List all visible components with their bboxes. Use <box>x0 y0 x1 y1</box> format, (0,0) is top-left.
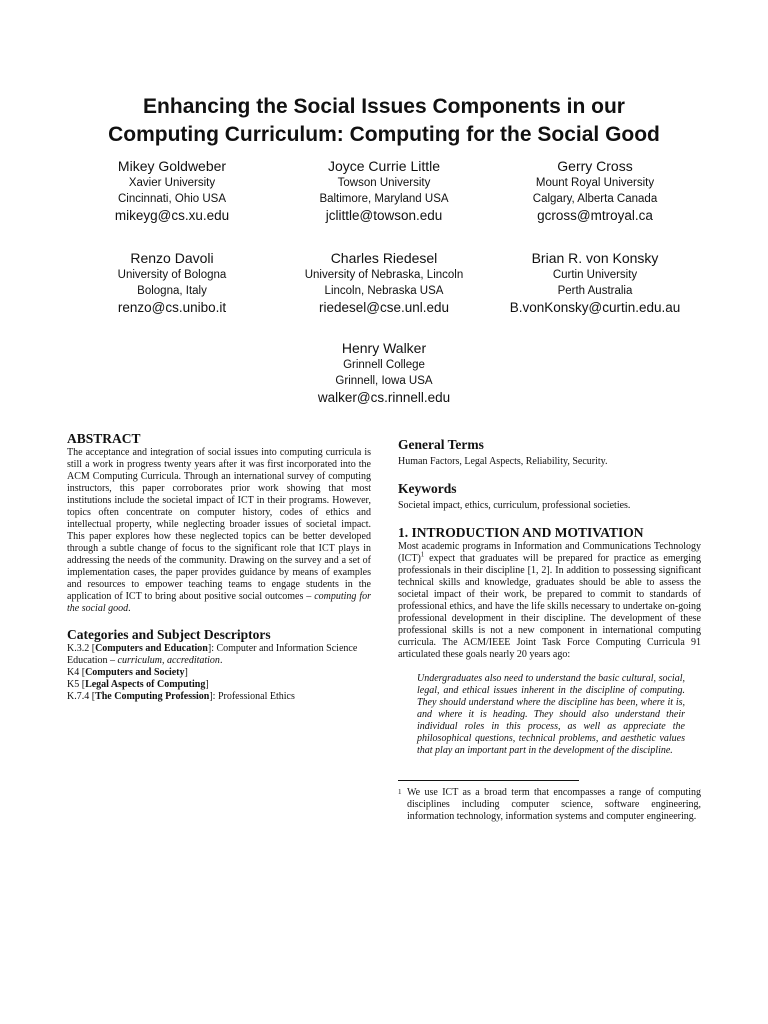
author-email: riedesel@cse.unl.edu <box>318 300 450 315</box>
block-quote: Undergraduates also need to understand the basic cultural, social, legal, and ethical issues inherent in the discipline of computing. They should understand where the discipline has been, where it is, and where it is heading. They should also understand their individual roles in this process, as well as appreciate the philosophical questions, technical problems, and aesthetic values that play an important part in the development of the discipline. <box>417 673 685 756</box>
category-bold: The Computing Profession <box>95 691 210 702</box>
author-name: Joyce Currie Little <box>327 158 441 174</box>
author-block <box>467 249 723 317</box>
footnote-text: We use ICT as a broad term that encompasses a range of computing disciplines including computer science, software engineering, information technology, information systems and computer engineering. <box>407 787 701 822</box>
author-email: walker@cs.rinnell.edu <box>317 390 451 405</box>
author-block <box>467 157 723 225</box>
author-location: Perth Australia <box>557 284 633 297</box>
author-email: jclittle@towson.edu <box>325 208 443 223</box>
category-bold: Legal Aspects of Computing <box>85 679 206 690</box>
category-rest: ]: Professional Ethics <box>209 691 295 702</box>
left-column <box>67 431 371 703</box>
category-rest: ]: Computer and Information Science Education – <box>67 643 358 666</box>
category-item <box>67 679 371 691</box>
author-affiliation: Xavier University <box>128 177 216 189</box>
author-location: Bologna, Italy <box>137 284 207 297</box>
introduction-heading: 1. INTRODUCTION AND MOTIVATION <box>398 525 644 540</box>
category-bold: Computers and Society <box>85 667 185 678</box>
categories-heading: Categories and Subject Descriptors <box>67 627 271 642</box>
abstract-heading: ABSTRACT <box>67 431 141 446</box>
category-item <box>67 643 371 667</box>
right-column <box>398 437 701 823</box>
author-name: Brian R. von Konsky <box>531 250 659 266</box>
author-block <box>256 339 512 407</box>
abstract-period: . <box>128 603 131 614</box>
introduction-text <box>398 541 701 661</box>
footnote-divider <box>398 780 579 781</box>
author-name: Mikey Goldweber <box>117 158 227 174</box>
footnote-mark: 1 <box>398 788 402 796</box>
author-location: Grinnell, Iowa USA <box>335 374 433 387</box>
author-name: Renzo Davoli <box>130 250 214 266</box>
category-rest: ] <box>184 667 188 678</box>
author-affiliation: University of Nebraska, Lincoln <box>304 269 464 281</box>
author-affiliation: Towson University <box>337 177 431 189</box>
author-email: B.vonKonsky@curtin.edu.au <box>509 300 681 315</box>
abstract-italic: computing for the social good <box>67 591 372 614</box>
footnote <box>398 787 701 823</box>
author-name: Gerry Cross <box>557 158 633 174</box>
paper-title <box>0 93 768 149</box>
author-location: Calgary, Alberta Canada <box>532 192 658 205</box>
author-affiliation: Mount Royal University <box>535 177 655 189</box>
category-end: . <box>219 655 223 666</box>
category-italic: curriculum, accreditation <box>117 655 220 666</box>
category-rest: ] <box>205 679 209 690</box>
introduction-body-rest: expect that graduates will be prepared for practice as emerging professionals in their discipline [1, 2]. In addition to possessing significant technical skills and knowledge, graduates should be able to assess the societal impact of their work, be prepared to commit to standards of professional ethics, and have the life skills necessary to undertake on-going professional development in their discipline. The development of these professional skills is not a new component in international computing curricula. The ACM/IEEE Joint Task Force Computing Curricula 91 articulated these goals nearly 20 years ago: <box>398 553 701 660</box>
introduction-body-start: Most academic programs in Information and Communications Technology (ICT) <box>398 541 701 564</box>
abstract-body: The acceptance and integration of social issues into computing curricula is still a work in progress twenty years after it was first incorporated into the ACM Computing Curricula. Through an international survey of computing instructors, this paper corroborates prior work showing that most institutions include the societal impact of ICT in their programs. However, topics often concentrate on computer history, codes of ethics and intellectual property, while neglecting broader issues of societal impact. This paper explores how these neglected topics can be better developed through a subtle change of focus to the significant role that ICT plays in addressing the needs of the community. Drawing on the survey and a set of implementation cases, the paper provides guidance by means of examples and resources to empower teaching teams to engage students in the application of ICT to bring about positive social outcomes – <box>67 447 371 602</box>
category-bold: Computers and Education <box>95 643 208 654</box>
keywords-heading: Keywords <box>398 481 457 496</box>
author-affiliation: University of Bologna <box>117 269 227 281</box>
author-email: renzo@cs.unibo.it <box>117 300 227 315</box>
author-location: Cincinnati, Ohio USA <box>117 192 227 205</box>
title-line-2: Computing Curriculum: Computing for the Social Good <box>108 123 660 146</box>
author-affiliation: Curtin University <box>552 269 638 281</box>
category-code: K5 [ <box>67 679 86 690</box>
author-email: gcross@mtroyal.ca <box>537 208 653 223</box>
category-item <box>67 667 371 679</box>
author-affiliation: Grinnell College <box>343 359 425 371</box>
category-code: K.3.2 [ <box>67 643 96 654</box>
category-item <box>67 691 371 703</box>
footnote-reference[interactable]: 1 <box>420 550 425 559</box>
general-terms-text: Human Factors, Legal Aspects, Reliability, Security. <box>398 456 608 467</box>
author-location: Baltimore, Maryland USA <box>319 192 449 205</box>
author-location: Lincoln, Nebraska USA <box>324 284 444 297</box>
category-code: K.7.4 [ <box>67 691 96 702</box>
keywords-text: Societal impact, ethics, curriculum, professional societies. <box>398 500 631 511</box>
category-code: K4 [ <box>67 667 86 678</box>
author-email: mikeyg@cs.xu.edu <box>114 208 230 223</box>
title-line-1: Enhancing the Social Issues Components in our <box>143 95 625 118</box>
abstract-text <box>67 447 371 615</box>
author-name: Henry Walker <box>341 340 427 356</box>
general-terms-heading: General Terms <box>398 437 484 452</box>
author-name: Charles Riedesel <box>330 250 438 266</box>
